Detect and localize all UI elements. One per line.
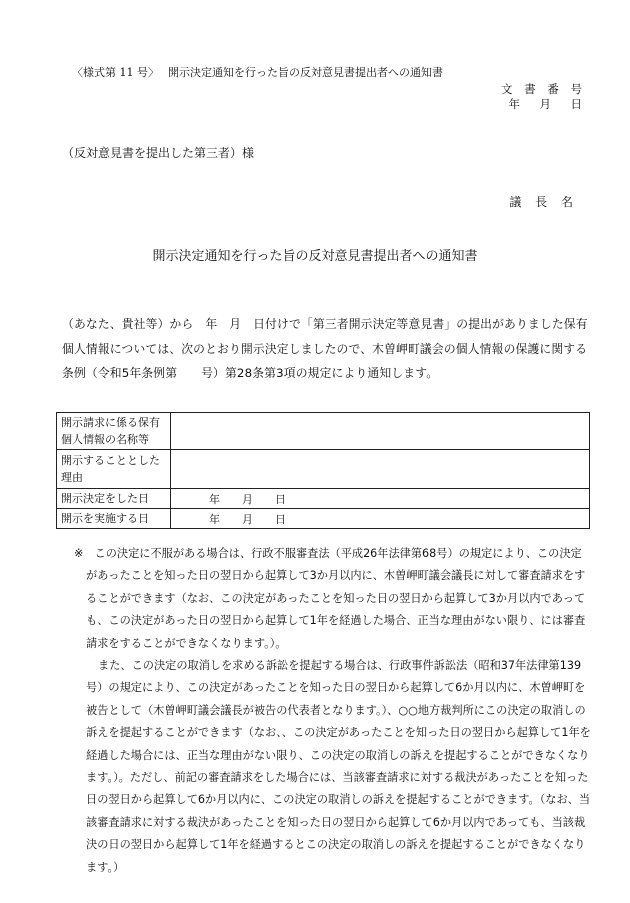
table-row xyxy=(57,450,590,489)
table-label: 開示を実施する日 xyxy=(57,509,171,529)
addressee: （反対意見書を提出した第三者）様 xyxy=(62,146,255,160)
table-value xyxy=(171,450,590,489)
document-title: 開示決定通知を行った旨の反対意見書提出者への通知書 xyxy=(152,249,478,264)
disclosure-table xyxy=(56,412,590,529)
note-appeal: ※ この決定に不服がある場合は、行政不服審査法（平成26年法律第68号）の規定により、この決定があったことを知った日の翌日から起算して3か月以内に、木曽岬町議会議長に対して審査請求をすることができます（なお、この決定があったことを知った日の翌日から起算して3か月以内であっても、この決定があった日の翌日から起算して1年を経過した場合、正当な理由がない限り、には審査請求をすることができなくなります。）。 xyxy=(74,547,586,650)
table-label: 開示決定をした日 xyxy=(57,489,171,509)
table-row xyxy=(57,509,590,529)
form-number: 〈様式第 11 号〉 開示決定通知を行った旨の反対意見書提出者への通知書 xyxy=(72,66,443,79)
table-row xyxy=(57,489,590,509)
notes-section xyxy=(74,543,592,879)
body-paragraph: （あなた、貴社等）から 年 月 日付けで「第三者開示決定等意見書」の提出がありました保有個人情報については、次のとおり開示決定しましたので、木曽岬町議会の個人情報の保護に関する条例（令和5年条例第 号）第28条第3項の規定により通知します。 xyxy=(62,317,588,380)
table-value: 年 月 日 xyxy=(171,509,590,529)
table-row xyxy=(57,413,590,450)
document-date: 年 月 日 xyxy=(508,97,586,111)
table-value xyxy=(171,413,590,450)
sender-name: 議 長 名 xyxy=(509,195,578,209)
table-value: 年 月 日 xyxy=(171,489,590,509)
note-lawsuit: また、この決定の取消しを求める訴訟を提起する場合は、行政事件訴訟法（昭和37年法律第139号）の規定により、この決定があったことを知った日の翌日から起算して6か月以内に、木曽岬町を被告として（木曽岬町議会議長が被告の代表者となります。）、○○地方裁判所にこの決定の取消しの訴えを提起することができます（なお、、この決定があったことを知った日の翌日から起算して1年を経過した場合には、正当な理由がない限り、この決定の取消しの訴えを提起することができなくなります。）。ただし、前記の審査請求をした場合には、当該審査請求に対する裁決があったことを知った日の翌日から起算して6か月以内に、この決定の取消しの訴えを提起することができます。（なお、当該審査請求に対する裁決があったことを知った日の翌日から起算して6か月以内であっても、当該裁決の日の翌日から起算して1年を経過するとこの決定の取消しの訴えを提起することができなくなります。） xyxy=(86,659,591,874)
document-number: 文 書 番 号 xyxy=(501,82,586,96)
table-label: 開示することとした理由 xyxy=(57,450,171,489)
table-label: 開示請求に係る保有個人情報の名称等 xyxy=(57,413,171,450)
